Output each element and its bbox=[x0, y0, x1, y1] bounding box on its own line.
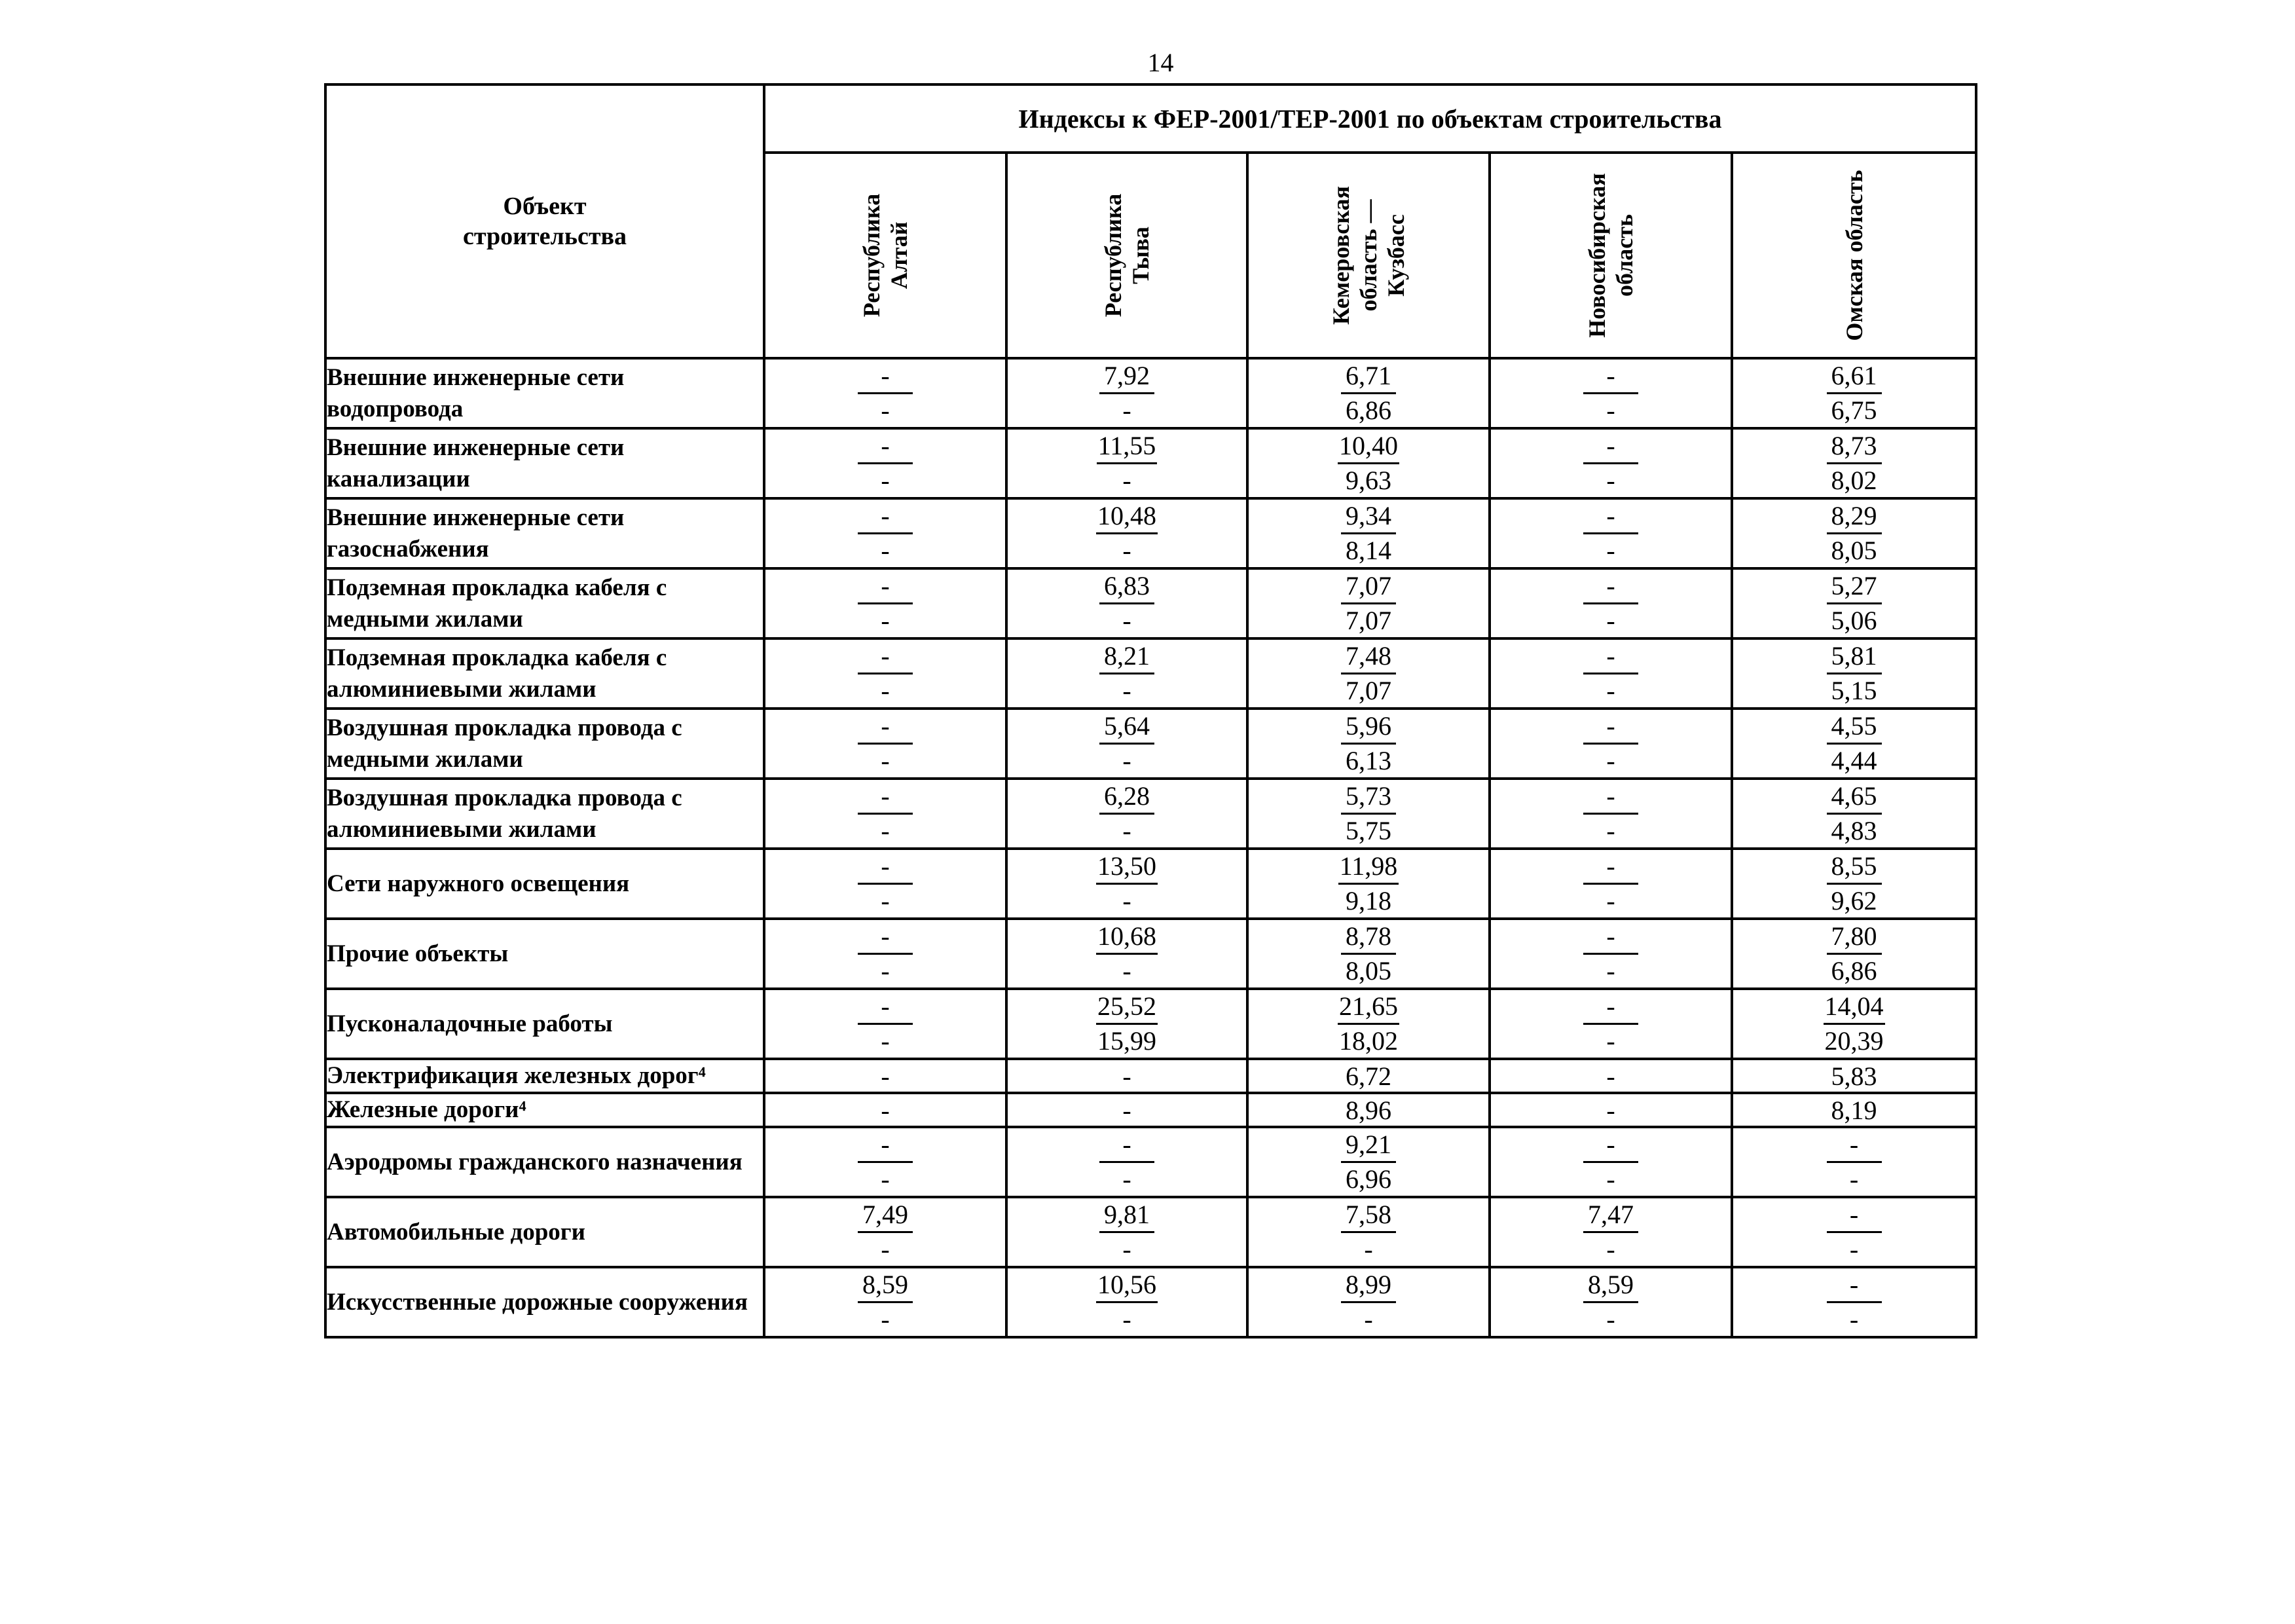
index-value: - bbox=[1606, 1061, 1615, 1091]
index-value-top: 5,73 bbox=[1341, 780, 1396, 815]
index-value-top: 6,28 bbox=[1099, 780, 1154, 815]
index-value-top: - bbox=[858, 570, 913, 604]
index-value-bottom: - bbox=[1606, 1234, 1615, 1264]
index-cell bbox=[1732, 919, 1976, 989]
index-cell bbox=[1490, 1267, 1732, 1337]
index-value-top: - bbox=[1583, 500, 1638, 534]
index-value: - bbox=[881, 1095, 890, 1125]
index-value-top: - bbox=[1583, 920, 1638, 955]
table-row bbox=[325, 709, 1976, 779]
region-header-label: Республика Тыва bbox=[1100, 193, 1154, 318]
index-value-bottom: 18,02 bbox=[1339, 1026, 1398, 1056]
index-value-bottom: 6,86 bbox=[1831, 956, 1877, 986]
index-value-top: 5,27 bbox=[1827, 570, 1882, 604]
index-value-bottom: 9,18 bbox=[1346, 886, 1391, 915]
index-value-top: 4,55 bbox=[1827, 710, 1882, 745]
index-value: 5,83 bbox=[1831, 1061, 1877, 1091]
index-cell bbox=[1006, 498, 1247, 568]
index-table bbox=[324, 83, 1977, 1338]
index-value-top: - bbox=[858, 990, 913, 1025]
index-value-top: 9,34 bbox=[1341, 500, 1396, 534]
header-object-label: Объект строительства bbox=[462, 193, 627, 250]
index-value-bottom: - bbox=[881, 606, 890, 635]
index-value-top: 7,58 bbox=[1341, 1198, 1396, 1233]
index-value-bottom: - bbox=[881, 746, 890, 775]
index-value-top: 11,98 bbox=[1338, 850, 1399, 885]
index-cell bbox=[1247, 568, 1490, 638]
index-value-top: 21,65 bbox=[1338, 990, 1399, 1025]
index-cell bbox=[1006, 1059, 1247, 1093]
index-cell bbox=[1732, 779, 1976, 849]
index-value-bottom: 5,06 bbox=[1831, 606, 1877, 635]
table-row bbox=[325, 1059, 1976, 1093]
object-name: Внешние инженерные сети канализации bbox=[325, 428, 764, 498]
index-cell bbox=[1006, 638, 1247, 709]
index-value-bottom: - bbox=[1606, 676, 1615, 705]
index-value: 8,96 bbox=[1346, 1095, 1391, 1125]
table-row bbox=[325, 1267, 1976, 1337]
index-cell bbox=[1732, 989, 1976, 1059]
object-name: Воздушная прокладка провода с алюминиевыми жилами bbox=[325, 779, 764, 849]
index-value-top: - bbox=[858, 360, 913, 394]
table-row bbox=[325, 638, 1976, 709]
index-cell bbox=[1006, 1267, 1247, 1337]
index-value-top: 5,81 bbox=[1827, 640, 1882, 674]
index-value-bottom: - bbox=[1122, 396, 1131, 425]
index-value-top: - bbox=[1827, 1198, 1882, 1233]
region-header-label: Кемеровская область — Кузбасс bbox=[1328, 186, 1409, 325]
index-cell bbox=[764, 779, 1006, 849]
header-object bbox=[325, 84, 764, 358]
region-header-2 bbox=[1006, 153, 1247, 358]
index-value-top: - bbox=[1583, 570, 1638, 604]
index-cell bbox=[1732, 568, 1976, 638]
index-value-top: 9,21 bbox=[1341, 1128, 1396, 1163]
index-value-bottom: - bbox=[1606, 1164, 1615, 1194]
table-row bbox=[325, 428, 1976, 498]
table-row bbox=[325, 1197, 1976, 1267]
index-cell bbox=[1732, 709, 1976, 779]
table-row bbox=[325, 568, 1976, 638]
object-name: Внешние инженерные сети газоснабжения bbox=[325, 498, 764, 568]
index-cell bbox=[1490, 568, 1732, 638]
index-cell bbox=[1490, 919, 1732, 989]
index-value-top: 11,55 bbox=[1097, 430, 1158, 464]
index-cell bbox=[764, 428, 1006, 498]
index-cell bbox=[1490, 849, 1732, 919]
index-value-top: 7,80 bbox=[1827, 920, 1882, 955]
object-name: Подземная прокладка кабеля с алюминиевыми жилами bbox=[325, 638, 764, 709]
region-header-5 bbox=[1732, 153, 1976, 358]
index-value-bottom: - bbox=[1606, 536, 1615, 565]
index-value-bottom: 7,07 bbox=[1346, 676, 1391, 705]
index-cell bbox=[1490, 779, 1732, 849]
index-cell bbox=[764, 919, 1006, 989]
index-cell bbox=[1732, 428, 1976, 498]
index-cell bbox=[1490, 638, 1732, 709]
index-cell bbox=[1247, 428, 1490, 498]
index-value-top: 6,71 bbox=[1341, 360, 1396, 394]
index-value-bottom: - bbox=[1122, 746, 1131, 775]
table-row bbox=[325, 989, 1976, 1059]
index-value-bottom: - bbox=[1606, 1304, 1615, 1334]
index-value-top: 8,59 bbox=[1583, 1268, 1638, 1303]
index-value-bottom: 5,75 bbox=[1346, 816, 1391, 845]
object-name: Подземная прокладка кабеля с медными жилами bbox=[325, 568, 764, 638]
index-value-top: 7,07 bbox=[1341, 570, 1396, 604]
index-cell bbox=[1732, 638, 1976, 709]
index-value-bottom: - bbox=[1606, 466, 1615, 495]
index-value-bottom: - bbox=[1364, 1304, 1373, 1334]
index-value-bottom: - bbox=[881, 816, 890, 845]
index-cell bbox=[1490, 428, 1732, 498]
index-value-bottom: - bbox=[1606, 1026, 1615, 1056]
index-cell bbox=[1247, 358, 1490, 428]
index-cell bbox=[1732, 849, 1976, 919]
index-value-bottom: - bbox=[881, 1234, 890, 1264]
index-value-bottom: - bbox=[1606, 956, 1615, 986]
index-value-bottom: - bbox=[881, 1164, 890, 1194]
index-cell bbox=[1732, 498, 1976, 568]
index-cell bbox=[1732, 1093, 1976, 1127]
index-value-bottom: 8,02 bbox=[1831, 466, 1877, 495]
table-row bbox=[325, 849, 1976, 919]
object-name: Железные дороги⁴ bbox=[325, 1093, 764, 1127]
index-value-bottom: 6,75 bbox=[1831, 396, 1877, 425]
index-value-bottom: 15,99 bbox=[1097, 1026, 1156, 1056]
index-value-top: 10,68 bbox=[1096, 920, 1158, 955]
index-cell bbox=[1247, 498, 1490, 568]
index-value-bottom: 20,39 bbox=[1824, 1026, 1884, 1056]
index-cell bbox=[1732, 1059, 1976, 1093]
index-cell bbox=[764, 358, 1006, 428]
index-value: - bbox=[1122, 1061, 1131, 1091]
object-name: Аэродромы гражданского назначения bbox=[325, 1127, 764, 1197]
index-value-top: - bbox=[1583, 360, 1638, 394]
index-value: 6,72 bbox=[1346, 1061, 1391, 1091]
index-value-top: 7,47 bbox=[1583, 1198, 1638, 1233]
index-cell bbox=[1006, 428, 1247, 498]
object-name: Сети наружного освещения bbox=[325, 849, 764, 919]
index-value-top: - bbox=[1583, 850, 1638, 885]
table-body bbox=[325, 358, 1976, 1337]
index-value-top: - bbox=[858, 430, 913, 464]
table-row bbox=[325, 1093, 1976, 1127]
index-value-bottom: - bbox=[881, 676, 890, 705]
index-cell bbox=[1247, 919, 1490, 989]
index-value-bottom: - bbox=[881, 1304, 890, 1334]
index-cell bbox=[1490, 1059, 1732, 1093]
index-value-bottom: 4,83 bbox=[1831, 816, 1877, 845]
index-cell bbox=[1247, 1197, 1490, 1267]
index-cell bbox=[764, 989, 1006, 1059]
table-row bbox=[325, 358, 1976, 428]
index-value-top: - bbox=[1099, 1128, 1154, 1163]
index-cell bbox=[1006, 779, 1247, 849]
index-value-top: 13,50 bbox=[1096, 850, 1158, 885]
index-cell bbox=[1247, 638, 1490, 709]
index-value: - bbox=[1606, 1095, 1615, 1125]
index-cell bbox=[764, 1093, 1006, 1127]
index-value-bottom: - bbox=[881, 886, 890, 915]
index-cell bbox=[1490, 1093, 1732, 1127]
index-value-top: 7,92 bbox=[1099, 360, 1154, 394]
index-cell bbox=[764, 498, 1006, 568]
index-value-top: 4,65 bbox=[1827, 780, 1882, 815]
table-row bbox=[325, 779, 1976, 849]
index-value-bottom: - bbox=[1606, 396, 1615, 425]
index-cell bbox=[1006, 1127, 1247, 1197]
index-value: - bbox=[1122, 1095, 1131, 1125]
index-cell bbox=[1490, 1127, 1732, 1197]
index-cell bbox=[764, 1127, 1006, 1197]
index-cell bbox=[1006, 989, 1247, 1059]
index-value-bottom: 6,96 bbox=[1346, 1164, 1391, 1194]
index-value-bottom: - bbox=[1122, 1304, 1131, 1334]
index-value-top: 7,48 bbox=[1341, 640, 1396, 674]
index-value-bottom: - bbox=[1606, 746, 1615, 775]
region-header-label: Новосибирская область bbox=[1584, 173, 1638, 338]
index-cell bbox=[1247, 1127, 1490, 1197]
index-value: - bbox=[881, 1061, 890, 1091]
index-value-bottom: - bbox=[1122, 1164, 1131, 1194]
header-title: Индексы к ФЕР-2001/ТЕР-2001 по объектам строительства bbox=[764, 84, 1976, 153]
region-header-4 bbox=[1490, 153, 1732, 358]
index-value-top: 5,64 bbox=[1099, 710, 1154, 745]
index-value-bottom: 7,07 bbox=[1346, 606, 1391, 635]
index-value-top: 5,96 bbox=[1341, 710, 1396, 745]
index-value-top: 6,83 bbox=[1099, 570, 1154, 604]
index-value-top: - bbox=[858, 640, 913, 674]
object-name: Пусконаладочные работы bbox=[325, 989, 764, 1059]
index-value-bottom: - bbox=[1122, 956, 1131, 986]
index-cell bbox=[1247, 849, 1490, 919]
index-value-top: 8,78 bbox=[1341, 920, 1396, 955]
index-value-top: - bbox=[858, 710, 913, 745]
region-header-1 bbox=[764, 153, 1006, 358]
index-value-bottom: - bbox=[1606, 886, 1615, 915]
index-value-top: 10,48 bbox=[1096, 500, 1158, 534]
index-cell bbox=[1490, 709, 1732, 779]
index-value-bottom: 9,63 bbox=[1346, 466, 1391, 495]
index-cell bbox=[1006, 1093, 1247, 1127]
index-value-top: 8,99 bbox=[1341, 1268, 1396, 1303]
index-value-top: 14,04 bbox=[1824, 990, 1885, 1025]
index-cell bbox=[1006, 568, 1247, 638]
object-name: Внешние инженерные сети водопровода bbox=[325, 358, 764, 428]
index-value-bottom: - bbox=[1606, 606, 1615, 635]
index-value-bottom: - bbox=[1122, 466, 1131, 495]
index-cell bbox=[1006, 709, 1247, 779]
index-value-bottom: 6,13 bbox=[1346, 746, 1391, 775]
index-value-top: 10,40 bbox=[1338, 430, 1399, 464]
index-cell bbox=[1006, 358, 1247, 428]
index-value-bottom: - bbox=[881, 466, 890, 495]
index-value-bottom: - bbox=[1122, 816, 1131, 845]
index-cell bbox=[1490, 498, 1732, 568]
region-header-label: Республика Алтай bbox=[858, 193, 912, 318]
index-value-bottom: - bbox=[1849, 1304, 1859, 1334]
table-row bbox=[325, 498, 1976, 568]
index-value-bottom: - bbox=[1849, 1234, 1859, 1264]
index-cell bbox=[1006, 919, 1247, 989]
index-value-top: 10,56 bbox=[1096, 1268, 1158, 1303]
index-cell bbox=[764, 1059, 1006, 1093]
index-value-bottom: 9,62 bbox=[1831, 886, 1877, 915]
index-value-top: - bbox=[858, 920, 913, 955]
index-value-top: - bbox=[1583, 640, 1638, 674]
index-value-top: 6,61 bbox=[1827, 360, 1882, 394]
index-value-bottom: 4,44 bbox=[1831, 746, 1877, 775]
object-name: Прочие объекты bbox=[325, 919, 764, 989]
object-name: Электрификация железных дорог⁴ bbox=[325, 1059, 764, 1093]
index-cell bbox=[1247, 1267, 1490, 1337]
page-number: 14 bbox=[1147, 48, 1174, 77]
index-cell bbox=[1247, 709, 1490, 779]
index-value-top: 8,55 bbox=[1827, 850, 1882, 885]
index-value-top: 8,73 bbox=[1827, 430, 1882, 464]
index-value-bottom: 8,05 bbox=[1346, 956, 1391, 986]
index-value-top: 8,59 bbox=[858, 1268, 913, 1303]
index-cell bbox=[764, 849, 1006, 919]
index-cell bbox=[1247, 1093, 1490, 1127]
index-value-bottom: - bbox=[1122, 886, 1131, 915]
index-value-bottom: 8,14 bbox=[1346, 536, 1391, 565]
index-value-top: - bbox=[1827, 1128, 1882, 1163]
index-value-top: - bbox=[858, 780, 913, 815]
index-value-bottom: - bbox=[1122, 536, 1131, 565]
index-value-top: 8,29 bbox=[1827, 500, 1882, 534]
index-value-bottom: - bbox=[1122, 606, 1131, 635]
index-value-bottom: - bbox=[1364, 1234, 1373, 1264]
index-value-top: - bbox=[1583, 1128, 1638, 1163]
index-value-top: - bbox=[1583, 430, 1638, 464]
index-value-bottom: 5,15 bbox=[1831, 676, 1877, 705]
region-header-3 bbox=[1247, 153, 1490, 358]
index-cell bbox=[764, 638, 1006, 709]
table-row bbox=[325, 919, 1976, 989]
index-value-top: - bbox=[1827, 1268, 1882, 1303]
table-row bbox=[325, 1127, 1976, 1197]
index-value-top: 9,81 bbox=[1099, 1198, 1154, 1233]
object-name: Автомобильные дороги bbox=[325, 1197, 764, 1267]
index-cell bbox=[764, 568, 1006, 638]
object-name: Воздушная прокладка провода с медными жилами bbox=[325, 709, 764, 779]
index-value-bottom: - bbox=[1606, 816, 1615, 845]
index-cell bbox=[764, 1267, 1006, 1337]
index-cell bbox=[1732, 1267, 1976, 1337]
index-value-top: - bbox=[1583, 710, 1638, 745]
index-cell bbox=[1247, 989, 1490, 1059]
index-value-top: 7,49 bbox=[858, 1198, 913, 1233]
index-value-top: - bbox=[858, 500, 913, 534]
index-value-top: - bbox=[858, 850, 913, 885]
index-value-top: - bbox=[1583, 990, 1638, 1025]
index-cell bbox=[1006, 849, 1247, 919]
index-value-bottom: - bbox=[1849, 1164, 1859, 1194]
index-cell bbox=[1732, 1127, 1976, 1197]
region-header-label: Омская область bbox=[1841, 170, 1867, 341]
index-value-top: - bbox=[858, 1128, 913, 1163]
index-value-top: 8,21 bbox=[1099, 640, 1154, 674]
index-value-bottom: - bbox=[881, 956, 890, 986]
index-cell bbox=[1490, 358, 1732, 428]
index-value-top: - bbox=[1583, 780, 1638, 815]
object-name: Искусственные дорожные сооружения bbox=[325, 1267, 764, 1337]
index-value-bottom: - bbox=[881, 396, 890, 425]
index-value-bottom: - bbox=[1122, 676, 1131, 705]
index-value-bottom: - bbox=[881, 1026, 890, 1056]
index-cell bbox=[1247, 1059, 1490, 1093]
index-value: 8,19 bbox=[1831, 1095, 1877, 1125]
index-cell bbox=[1490, 1197, 1732, 1267]
index-value-bottom: 8,05 bbox=[1831, 536, 1877, 565]
index-cell bbox=[1732, 358, 1976, 428]
index-cell bbox=[764, 1197, 1006, 1267]
index-value-bottom: - bbox=[1122, 1234, 1131, 1264]
index-cell bbox=[1490, 989, 1732, 1059]
index-value-bottom: 6,86 bbox=[1346, 396, 1391, 425]
index-cell bbox=[1247, 779, 1490, 849]
index-value-bottom: - bbox=[881, 536, 890, 565]
index-value-top: 25,52 bbox=[1096, 990, 1158, 1025]
index-cell bbox=[764, 709, 1006, 779]
index-cell bbox=[1732, 1197, 1976, 1267]
index-cell bbox=[1006, 1197, 1247, 1267]
